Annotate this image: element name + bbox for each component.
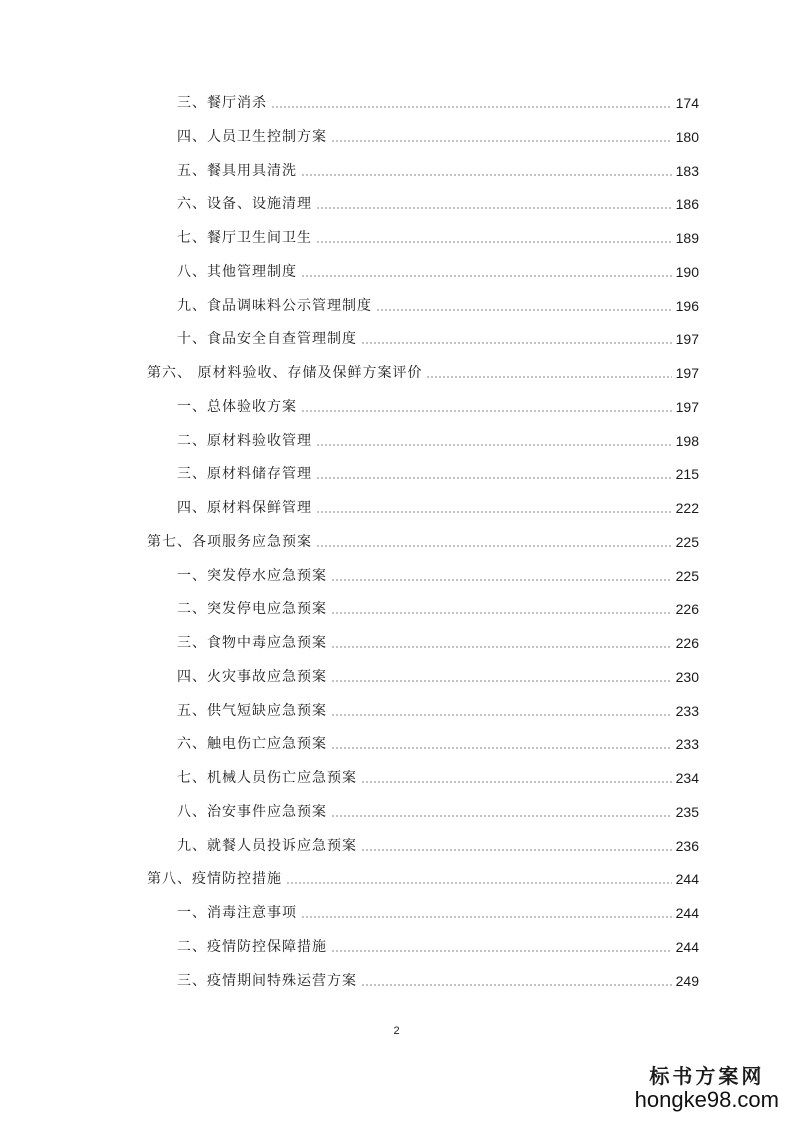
toc-entry-page: 190: [675, 263, 699, 280]
toc-entry-title: 三、餐厅消杀: [177, 95, 267, 111]
toc-section-entry[interactable]: [177, 195, 699, 213]
page-number: 2: [393, 1025, 400, 1037]
toc-entry-title: 第八、疫情防控措施: [147, 871, 282, 888]
toc-dot-leader: [301, 275, 672, 277]
toc-chapter-entry[interactable]: [147, 533, 699, 551]
toc-dot-leader: [361, 781, 672, 783]
toc-section-entry[interactable]: [177, 634, 699, 652]
toc-entry-title: 五、供气短缺应急预案: [177, 702, 327, 719]
toc-dot-leader: [301, 174, 672, 176]
toc-section-entry[interactable]: [177, 702, 699, 720]
toc-entry-title: 九、食品调味料公示管理制度: [177, 297, 372, 314]
toc-entry-title: 一、突发停水应急预案: [177, 567, 327, 584]
watermark: [635, 1064, 779, 1112]
toc-entry-title: 二、疫情防控保障措施: [177, 938, 327, 955]
toc-section-entry[interactable]: [177, 128, 699, 146]
toc-entry-title: 五、餐具用具清洗: [177, 162, 297, 179]
toc-entry-title: 一、总体验收方案: [177, 398, 297, 415]
toc-entry-page: 230: [675, 668, 699, 685]
toc-entry-title: 二、原材料验收管理: [177, 432, 312, 449]
toc-section-entry[interactable]: [177, 567, 699, 585]
toc-entry-page: 244: [675, 871, 699, 888]
toc-dot-leader: [361, 984, 672, 986]
toc-dot-leader: [271, 106, 672, 108]
toc-entry-page: 174: [675, 95, 699, 111]
toc-entry-title: 四、原材料保鲜管理: [177, 500, 312, 516]
toc-entry-title: 三、食物中毒应急预案: [177, 635, 327, 651]
toc-section-entry[interactable]: [177, 432, 699, 450]
toc-entry-page: 234: [675, 770, 699, 786]
toc-entry-page: 249: [675, 972, 699, 989]
toc-entry-title: 六、设备、设施清理: [177, 196, 312, 213]
toc-entry-page: 215: [675, 466, 699, 483]
toc-entry-title: 十、食品安全自查管理制度: [177, 331, 357, 348]
toc-entry-page: 180: [675, 128, 699, 145]
toc-entry-title: 三、疫情期间特殊运营方案: [177, 972, 357, 989]
toc-dot-leader: [316, 444, 672, 446]
toc-entry-page: 226: [675, 601, 699, 618]
toc-dot-leader: [331, 747, 672, 749]
toc-entry-page: 233: [675, 736, 699, 753]
toc-entry-title: 二、突发停电应急预案: [177, 601, 327, 618]
toc-section-entry[interactable]: [177, 465, 699, 483]
toc-dot-leader: [331, 140, 672, 142]
toc-section-entry[interactable]: [177, 229, 699, 247]
toc-entry-page: 189: [675, 230, 699, 246]
toc-entry-page: 197: [675, 398, 699, 415]
toc-entry-page: 197: [675, 365, 699, 381]
toc-entry-page: 244: [675, 938, 699, 955]
toc-section-entry[interactable]: [177, 837, 699, 855]
toc-entry-title: 八、其他管理制度: [177, 263, 297, 280]
toc-dot-leader: [301, 410, 672, 412]
toc-entry-title: 一、消毒注意事项: [177, 905, 297, 921]
toc-entry-page: 235: [675, 803, 699, 820]
watermark-brand: 标书方案网: [649, 1064, 765, 1088]
toc-entry-page: 244: [675, 905, 699, 921]
toc-dot-leader: [316, 545, 672, 547]
toc-entry-page: 196: [675, 297, 699, 314]
toc-dot-leader: [331, 680, 672, 682]
toc-chapter-entry[interactable]: [147, 364, 699, 382]
toc-dot-leader: [316, 511, 672, 513]
toc-dot-leader: [301, 916, 672, 918]
toc-dot-leader: [376, 309, 672, 311]
toc-dot-leader: [316, 207, 672, 209]
toc-section-entry[interactable]: [177, 263, 699, 281]
toc-dot-leader: [331, 646, 672, 648]
toc-dot-leader: [331, 714, 672, 716]
toc-section-entry[interactable]: [177, 735, 699, 753]
toc-dot-leader: [361, 849, 672, 851]
toc-entry-page: 198: [675, 432, 699, 449]
toc-section-entry[interactable]: [177, 972, 699, 990]
toc-entry-page: 225: [675, 533, 699, 550]
toc-dot-leader: [331, 815, 672, 817]
toc-section-entry[interactable]: [177, 94, 699, 112]
toc-section-entry[interactable]: [177, 668, 699, 686]
toc-entry-title: 四、人员卫生控制方案: [177, 128, 327, 145]
toc-entry-title: 八、治安事件应急预案: [177, 803, 327, 820]
toc-entry-page: 222: [675, 500, 699, 516]
toc-dot-leader: [331, 950, 672, 952]
toc-section-entry[interactable]: [177, 330, 699, 348]
toc-section-entry[interactable]: [177, 398, 699, 416]
toc-entry-page: 183: [675, 162, 699, 179]
toc-entry-page: 233: [675, 702, 699, 719]
toc-entry-title: 四、火灾事故应急预案: [177, 668, 327, 685]
toc-entry-page: 226: [675, 635, 699, 651]
watermark-url: hongke98.com: [634, 1087, 779, 1112]
toc-entry-page: 186: [675, 196, 699, 213]
toc-entry-title: 七、机械人员伤亡应急预案: [177, 770, 357, 786]
toc-chapter-entry[interactable]: [147, 870, 699, 888]
toc-section-entry[interactable]: [177, 904, 699, 922]
toc-section-entry[interactable]: [177, 769, 699, 787]
toc-section-entry[interactable]: [177, 297, 699, 315]
toc-dot-leader: [331, 612, 672, 614]
toc-entry-title: 九、就餐人员投诉应急预案: [177, 837, 357, 854]
toc-entry-title: 六、触电伤亡应急预案: [177, 736, 327, 753]
toc-entry-title: 第六、 原材料验收、存储及保鲜方案评价: [147, 365, 423, 381]
toc-entry-page: 197: [675, 331, 699, 348]
toc-dot-leader: [316, 241, 672, 243]
toc-dot-leader: [361, 342, 672, 344]
toc-section-entry[interactable]: [177, 499, 699, 517]
toc-dot-leader: [426, 376, 671, 378]
toc-entry-page: 225: [675, 567, 699, 584]
toc-section-entry[interactable]: [177, 600, 699, 618]
toc-entry-page: 236: [675, 837, 699, 854]
toc-dot-leader: [316, 477, 672, 479]
toc-section-entry[interactable]: [177, 803, 699, 821]
toc-dot-leader: [331, 579, 672, 581]
toc-section-entry[interactable]: [177, 938, 699, 956]
toc-entry-title: 七、餐厅卫生间卫生: [177, 230, 312, 246]
toc-section-entry[interactable]: [177, 162, 699, 180]
toc-entry-title: 三、原材料储存管理: [177, 466, 312, 483]
toc-entry-title: 第七、各项服务应急预案: [147, 533, 312, 550]
toc-dot-leader: [286, 882, 672, 884]
